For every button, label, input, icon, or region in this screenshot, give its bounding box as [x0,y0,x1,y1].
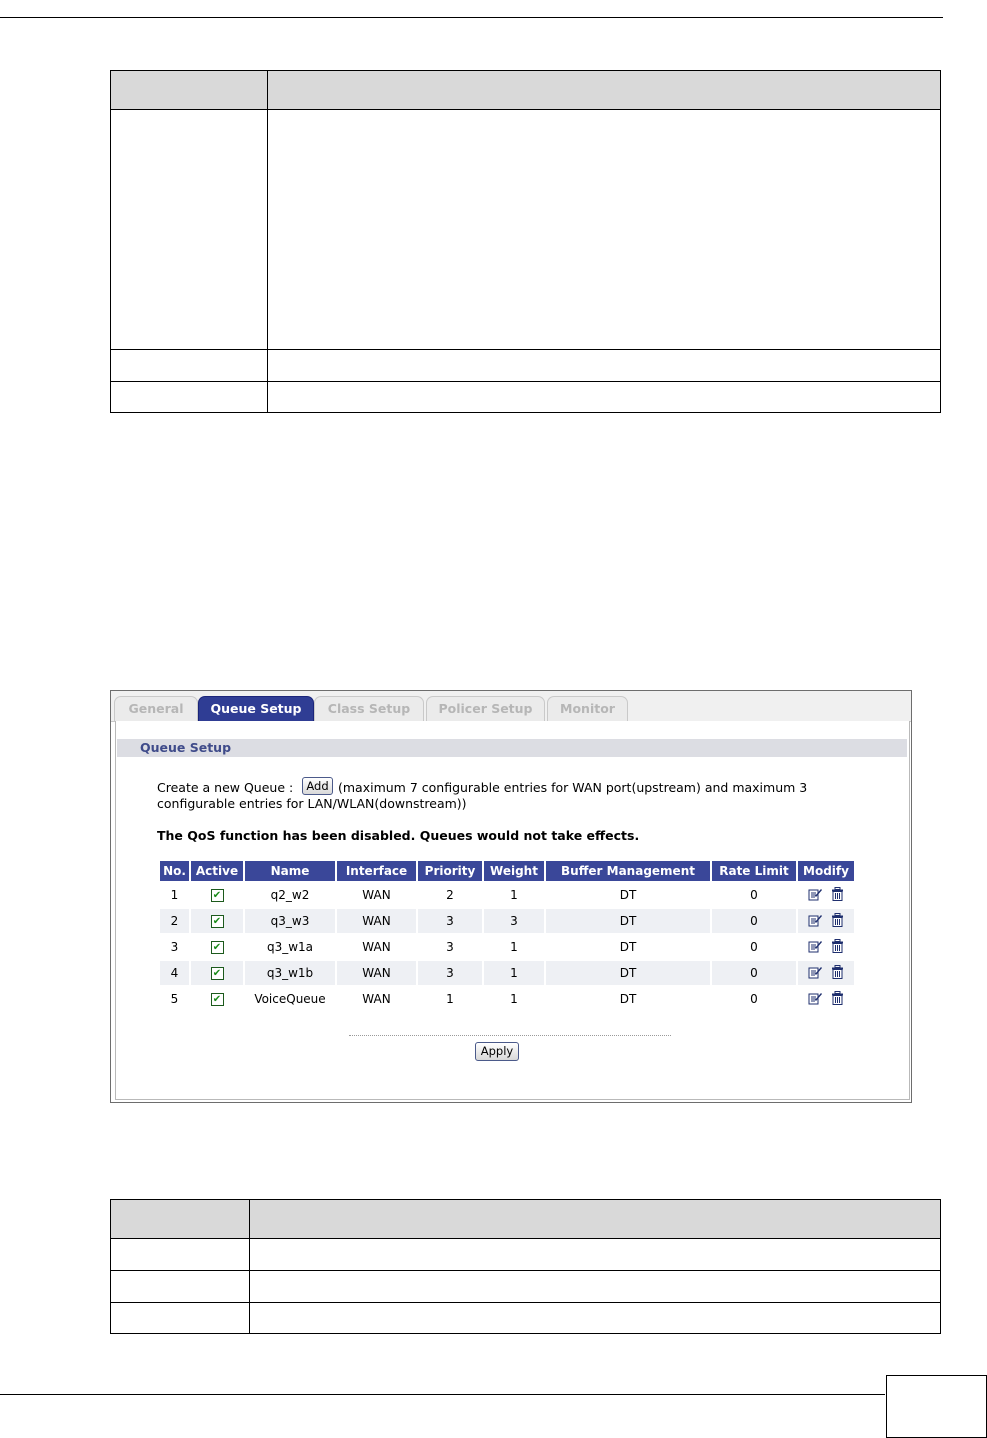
cell-rate-limit: 0 [712,935,796,959]
doc-cell [250,1303,941,1334]
cell-rate-limit: 0 [712,883,796,907]
tab-policer-setup[interactable]: Policer Setup [426,696,545,721]
delete-icon[interactable] [831,887,844,904]
tab-bar [111,691,911,722]
section-title: Queue Setup [140,740,232,755]
doc-cell [111,1303,250,1334]
cell-modify [798,987,854,1011]
tab-general[interactable]: General [114,696,198,721]
top-doc-table [110,70,941,413]
cell-no: 2 [160,909,189,933]
doc-cell [111,1271,250,1303]
cell-priority: 2 [418,883,482,907]
cell-priority: 1 [418,987,482,1011]
edit-icon[interactable] [808,939,823,956]
qos-disabled-warning: The QoS function has been disabled. Queues would not take effects. [157,828,640,843]
queue-setup-window [110,690,912,1103]
cell-no: 3 [160,935,189,959]
cell-buffer: DT [546,935,710,959]
cell-interface: WAN [337,883,416,907]
doc-cell [111,382,268,413]
cell-no: 1 [160,883,189,907]
cell-active [191,883,243,907]
edit-icon[interactable] [808,887,823,904]
section-header [117,739,907,757]
doc-cell [250,1200,941,1239]
delete-icon[interactable] [831,991,844,1008]
doc-cell [268,382,941,413]
active-checkbox[interactable]: ✔ [211,967,224,980]
col-interface: Interface [337,861,416,881]
cell-no: 5 [160,987,189,1011]
cell-name: VoiceQueue [245,987,335,1011]
cell-weight: 1 [484,987,544,1011]
doc-cell [268,110,941,350]
cell-weight: 1 [484,883,544,907]
cell-buffer: DT [546,883,710,907]
create-queue-label: Create a new Queue : [157,780,294,795]
col-no: No. [160,861,189,881]
cell-priority: 3 [418,909,482,933]
tab-queue-setup[interactable]: Queue Setup [198,696,314,721]
table-row [160,987,854,1011]
cell-weight: 3 [484,909,544,933]
create-note-line1: (maximum 7 configurable entries for WAN port(upstream) and maximum 3 [338,780,808,795]
cell-interface: WAN [337,961,416,985]
cell-buffer: DT [546,961,710,985]
col-rate-limit: Rate Limit [712,861,796,881]
delete-icon[interactable] [831,939,844,956]
cell-priority: 3 [418,935,482,959]
edit-icon[interactable] [808,965,823,982]
cell-buffer: DT [546,909,710,933]
doc-cell [268,350,941,382]
cell-name: q3_w1a [245,935,335,959]
active-checkbox[interactable]: ✔ [211,941,224,954]
col-priority: Priority [418,861,482,881]
cell-active [191,935,243,959]
doc-cell [250,1271,941,1303]
cell-name: q2_w2 [245,883,335,907]
table-row [160,909,854,933]
cell-modify [798,961,854,985]
add-button[interactable]: Add [302,777,333,795]
cell-name: q3_w1b [245,961,335,985]
cell-name: q3_w3 [245,909,335,933]
table-row [160,961,854,985]
cell-active [191,961,243,985]
active-checkbox[interactable]: ✔ [211,915,224,928]
col-name: Name [245,861,335,881]
doc-cell [268,71,941,110]
bottom-doc-table [110,1199,941,1334]
cell-rate-limit: 0 [712,987,796,1011]
table-row [160,883,854,907]
tab-class-setup[interactable]: Class Setup [314,696,424,721]
col-active: Active [191,861,243,881]
col-weight: Weight [484,861,544,881]
active-checkbox[interactable]: ✔ [211,889,224,902]
apply-button[interactable]: Apply [475,1042,519,1061]
queue-table [158,859,856,1013]
cell-active [191,987,243,1011]
doc-cell [111,71,268,110]
queue-table-body [160,883,854,1011]
cell-rate-limit: 0 [712,909,796,933]
doc-cell [250,1239,941,1271]
doc-cell [111,1239,250,1271]
cell-rate-limit: 0 [712,961,796,985]
edit-icon[interactable] [808,913,823,930]
divider [349,1035,671,1036]
edit-icon[interactable] [808,991,823,1008]
cell-no: 4 [160,961,189,985]
tab-monitor[interactable]: Monitor [547,696,628,721]
page-number-box [886,1375,987,1438]
cell-modify [798,909,854,933]
cell-priority: 3 [418,961,482,985]
cell-weight: 1 [484,961,544,985]
doc-cell [111,1200,250,1239]
cell-modify [798,935,854,959]
delete-icon[interactable] [831,965,844,982]
cell-active [191,909,243,933]
footer-rule [0,1394,885,1395]
cell-weight: 1 [484,935,544,959]
header-rule [0,17,943,18]
create-note-line2: configurable entries for LAN/WLAN(downstream)) [157,796,467,811]
delete-icon[interactable] [831,913,844,930]
cell-interface: WAN [337,935,416,959]
cell-modify [798,883,854,907]
active-checkbox[interactable]: ✔ [211,993,224,1006]
cell-buffer: DT [546,987,710,1011]
col-modify: Modify [798,861,854,881]
table-row [160,935,854,959]
doc-cell [111,110,268,350]
cell-interface: WAN [337,987,416,1011]
cell-interface: WAN [337,909,416,933]
col-buffer-management: Buffer Management [546,861,710,881]
doc-cell [111,350,268,382]
